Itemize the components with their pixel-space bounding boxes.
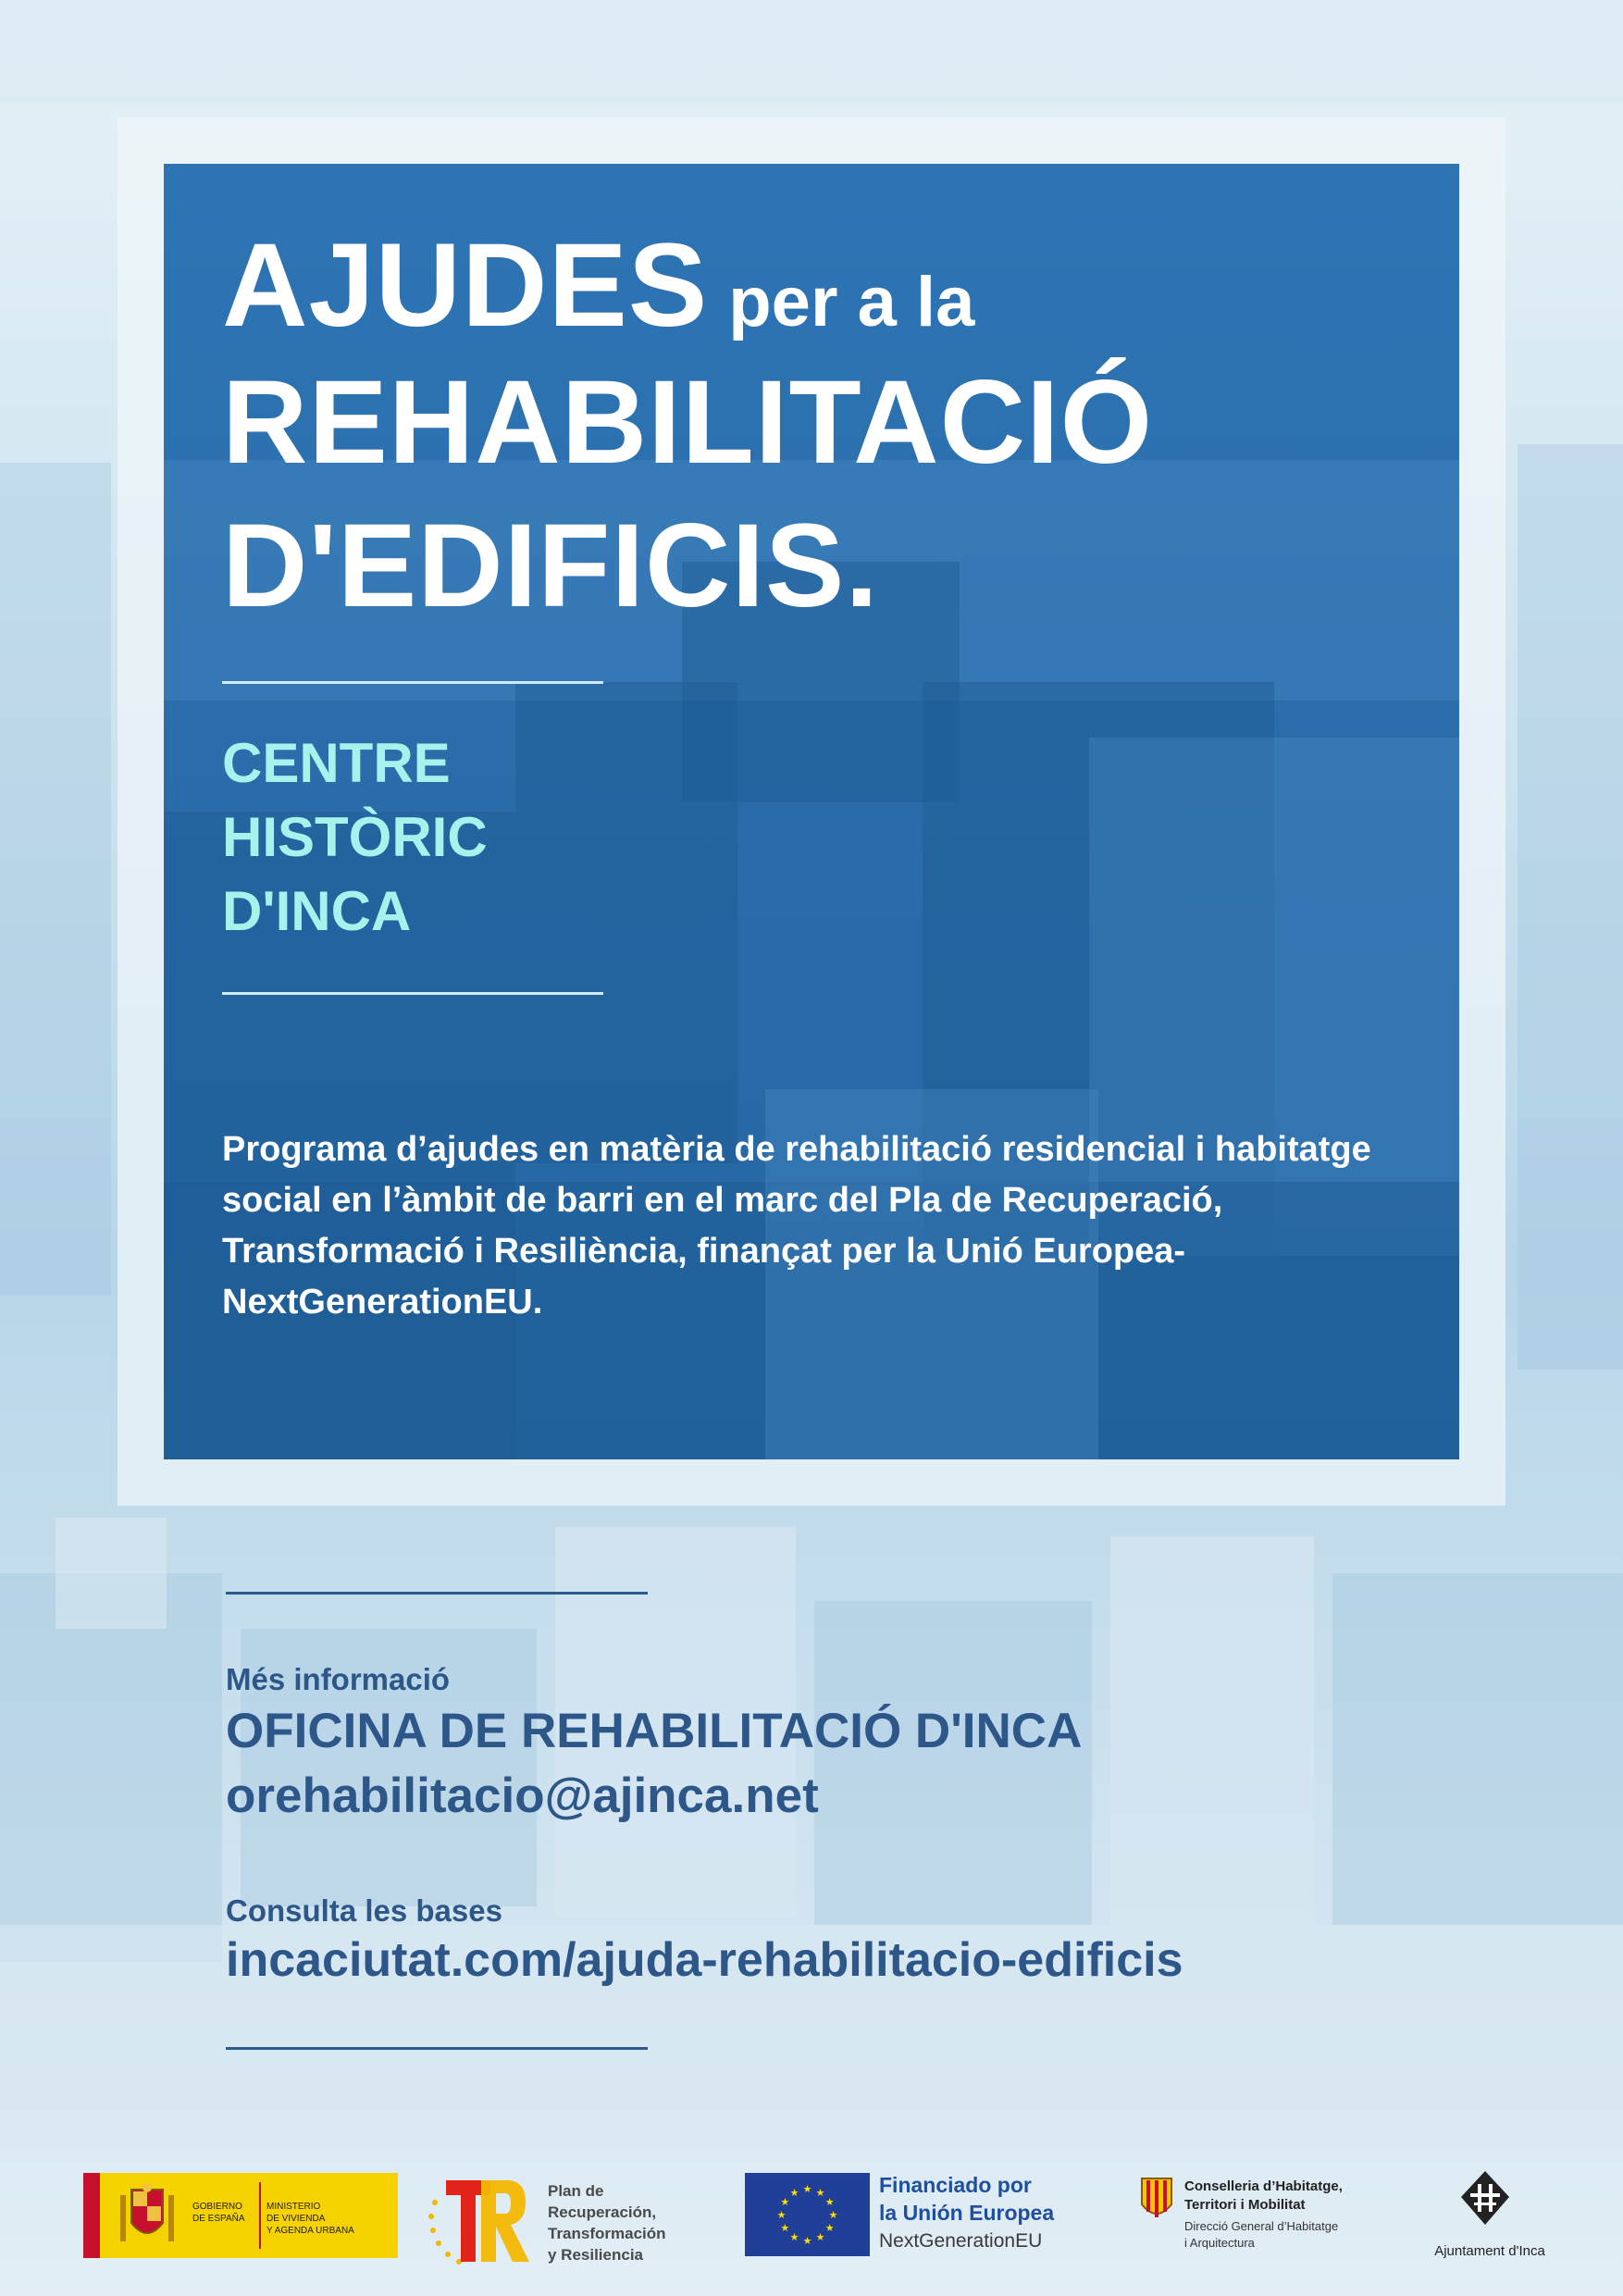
spain-coat-of-arms-icon <box>118 2182 176 2249</box>
bases-label: Consulta les bases <box>226 1893 502 1928</box>
plan-line-3: Transformación <box>548 2225 666 2242</box>
plan-recuperacion-tr-icon <box>426 2175 532 2267</box>
eu-line-3: NextGenerationEU <box>879 2230 1043 2252</box>
subtitle-line-3: D'INCA <box>222 880 412 942</box>
plan-recuperacion-logo <box>426 2175 694 2267</box>
divider-bottom <box>222 992 603 995</box>
headline-line-3: D'EDIFICIS. <box>222 500 879 632</box>
ministerio-text <box>266 2201 387 2237</box>
more-info-label: Més informació <box>226 1662 451 1696</box>
inca-crest-icon <box>1457 2169 1513 2227</box>
subtitle-line-1: CENTRE <box>222 732 451 794</box>
plan-line-2: Recuperación, <box>548 2203 657 2221</box>
eu-star-icon: ★ <box>789 2187 799 2199</box>
eu-star-icon: ★ <box>824 2197 835 2208</box>
eu-line-2: la Unión Europea <box>879 2201 1055 2225</box>
conselleria-line-4: i Arquitectura <box>1184 2236 1255 2250</box>
plan-recuperacion-text <box>548 2180 705 2265</box>
eu-star-icon: ★ <box>802 2236 812 2247</box>
program-description: Programa d’ajudes en matèria de rehabilitació residencial i habitatge social en l’àmbit de barri en el marc del Pla de Recuperació, Transformació i Resiliència, finançat per la Unió Europea-NextGenerationEU. <box>222 1130 1371 1322</box>
headline-word-ajudes: AJUDES <box>222 219 709 352</box>
gobierno-line-1: GOBIERNO <box>192 2202 242 2212</box>
ajuntament-inca-logo <box>1416 2169 1564 2271</box>
headline-line-1 <box>222 219 975 352</box>
sponsor-logos-bar <box>0 2156 1623 2277</box>
eu-star-icon: ★ <box>828 2210 838 2221</box>
gobierno-separator <box>259 2182 261 2249</box>
balearic-crest-icon <box>1138 2175 1175 2225</box>
conselleria-line-1: Conselleria d’Habitatge, <box>1184 2178 1343 2194</box>
eu-star-icon: ★ <box>802 2184 812 2195</box>
conselleria-line-3: Direcció General d’Habitatge <box>1184 2219 1339 2233</box>
eu-star-icon: ★ <box>780 2197 790 2208</box>
conselleria-logo <box>1138 2175 1406 2267</box>
ministerio-line-2: DE VIVIENDA <box>266 2214 326 2224</box>
divider-top <box>222 681 603 684</box>
eu-star-icon: ★ <box>776 2210 787 2221</box>
eu-funding-logo <box>745 2173 1096 2258</box>
info-divider-top <box>226 1592 648 1595</box>
plan-line-4: y Resiliencia <box>548 2246 644 2264</box>
ajuntament-name: Ajuntament d'Inca <box>1434 2243 1545 2259</box>
plan-line-1: Plan de <box>548 2182 604 2200</box>
headline-line-2: REHABILITACIÓ <box>222 356 1154 489</box>
info-divider-bottom <box>226 2047 648 2050</box>
eu-star-icon: ★ <box>789 2232 799 2244</box>
gobierno-text <box>192 2201 257 2225</box>
subtitle-district <box>222 726 488 949</box>
eu-star-icon: ★ <box>780 2223 790 2234</box>
eu-line-1: Financiado por <box>879 2173 1032 2197</box>
gobierno-espana-logo <box>83 2173 398 2258</box>
eu-star-icon: ★ <box>815 2187 825 2199</box>
ministerio-line-3: Y AGENDA URBANA <box>266 2226 354 2236</box>
office-name: OFICINA DE REHABILITACIÓ D'INCA <box>226 1704 1083 1758</box>
subtitle-line-2: HISTÒRIC <box>222 806 488 868</box>
conselleria-line-2: Territori i Mobilitat <box>1184 2197 1306 2213</box>
eu-star-icon: ★ <box>824 2223 835 2234</box>
eu-flag-icon <box>745 2173 870 2256</box>
contact-email-link[interactable]: orehabilitacio@ajinca.net <box>226 1769 819 1823</box>
headline-per-a-la: per a la <box>728 263 975 341</box>
eu-star-icon: ★ <box>815 2232 825 2244</box>
gobierno-line-2: DE ESPAÑA <box>192 2214 245 2224</box>
ministerio-line-1: MINISTERIO <box>266 2202 321 2212</box>
bases-url-link[interactable]: incaciutat.com/ajuda-rehabilitacio-edificis <box>226 1933 1183 1987</box>
